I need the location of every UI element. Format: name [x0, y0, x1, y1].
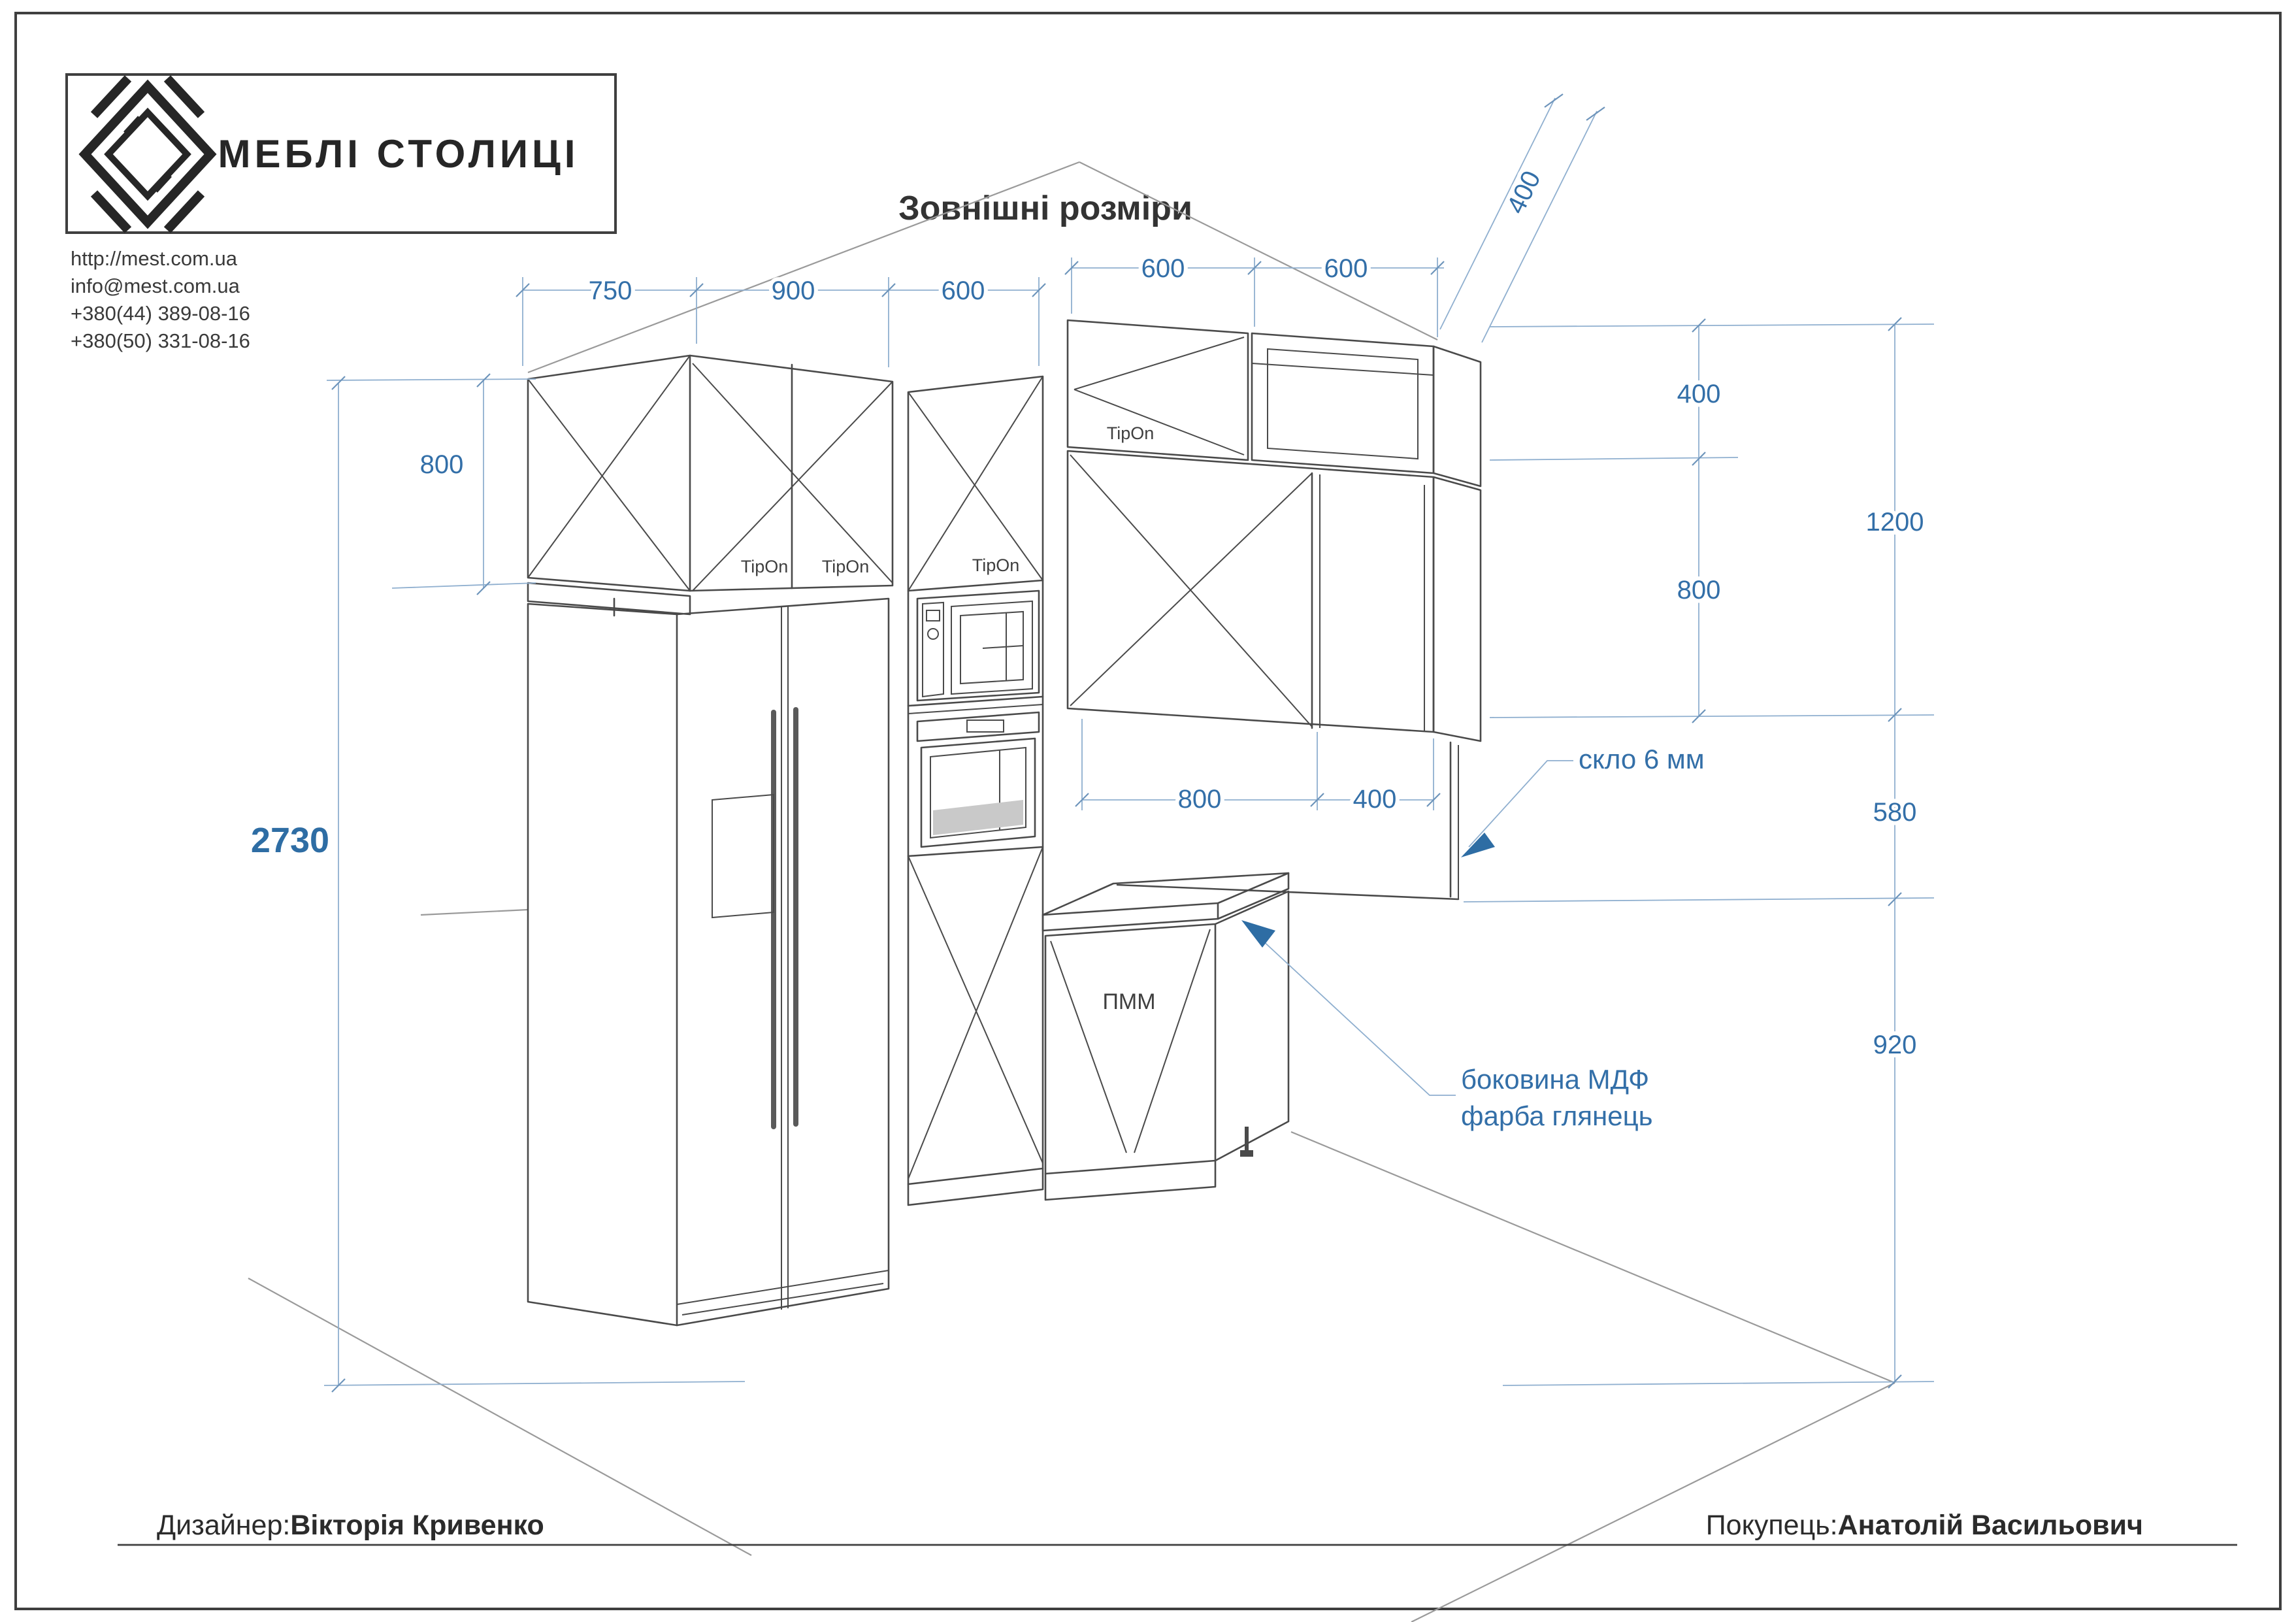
dim-400-depth: 400 — [1501, 166, 1547, 218]
base-cabinet-dishwasher — [1043, 873, 1288, 1200]
upper-right-top-row — [1068, 320, 1481, 486]
fridge — [528, 599, 889, 1325]
oven — [917, 712, 1039, 847]
page-title: Зовнішні розміри — [898, 190, 1192, 227]
dim-600-b: 600 — [1324, 254, 1368, 283]
dim-580-backsplash: 580 — [1873, 798, 1917, 827]
room-lines — [248, 162, 1895, 1622]
dim-900: 900 — [771, 276, 815, 305]
tipon-label-3: TipOn — [972, 555, 1020, 575]
dim-2730-total: 2730 — [250, 821, 330, 860]
footer — [118, 1510, 2237, 1545]
dim-600-a: 600 — [1141, 254, 1185, 283]
dishwasher-label: ПММ — [1102, 989, 1156, 1014]
fridge-dispenser — [712, 795, 774, 918]
dim-400-right: 400 — [1677, 380, 1721, 408]
dim-800-left: 800 — [419, 450, 464, 479]
dim-group-right — [1464, 318, 1934, 1388]
upper-left-cabinets — [528, 356, 893, 616]
dim-1200-overall: 1200 — [1865, 508, 1924, 537]
dim-400-middle: 400 — [1353, 785, 1397, 814]
dim-600-left: 600 — [941, 276, 985, 305]
buyer-line — [1706, 1510, 2143, 1541]
glass-label: скло 6 мм — [1579, 744, 1705, 774]
dim-920-base: 920 — [1873, 1031, 1917, 1059]
company-email: info@mest.com.ua — [71, 274, 240, 297]
brand-name: МЕБЛІ СТОЛИЦІ — [218, 132, 580, 176]
upper-right-main-cabinets — [1068, 451, 1481, 741]
buyer-label: Покупець: — [1705, 1510, 1838, 1541]
tipon-label-4: TipOn — [1106, 423, 1155, 443]
dim-group-top-left — [516, 276, 1045, 367]
dim-800-right: 800 — [1677, 576, 1721, 604]
side-panel-annotation — [1241, 920, 1653, 1131]
tipon-label-2: TipOn — [821, 557, 870, 576]
dim-group-middle — [1075, 719, 1440, 814]
dim-group-left — [251, 374, 745, 1392]
designer-name: Вікторія Кривенко — [290, 1510, 544, 1541]
company-phone-2: +380(50) 331-08-16 — [71, 329, 250, 352]
side-panel-arrow-icon — [1241, 920, 1275, 948]
kitchen-drawing — [528, 320, 1481, 1325]
dim-800-middle: 800 — [1177, 785, 1222, 814]
glass-annotation — [1461, 744, 1705, 857]
page-border — [16, 13, 2280, 1609]
designer-label: Дизайнер: — [157, 1510, 291, 1541]
diamond-logo-icon — [85, 78, 210, 230]
company-logo — [67, 74, 615, 233]
dim-750: 750 — [588, 276, 632, 305]
tipon-label-1: TipOn — [740, 557, 789, 576]
contact-info — [71, 247, 250, 352]
tall-column — [908, 376, 1043, 1205]
side-panel-label-2: фарба глянець — [1461, 1101, 1653, 1131]
company-website: http://mest.com.ua — [71, 247, 237, 270]
side-panel-label-1: боковина МДФ — [1461, 1064, 1650, 1095]
company-phone-1: +380(44) 389-08-16 — [71, 302, 250, 325]
annotations — [741, 423, 1705, 1131]
buyer-name: Анатолій Васильович — [1837, 1510, 2143, 1541]
designer-line — [157, 1510, 544, 1541]
microwave — [917, 591, 1039, 701]
cabinet-foot — [1240, 1150, 1253, 1157]
dimensions — [251, 94, 1934, 1392]
